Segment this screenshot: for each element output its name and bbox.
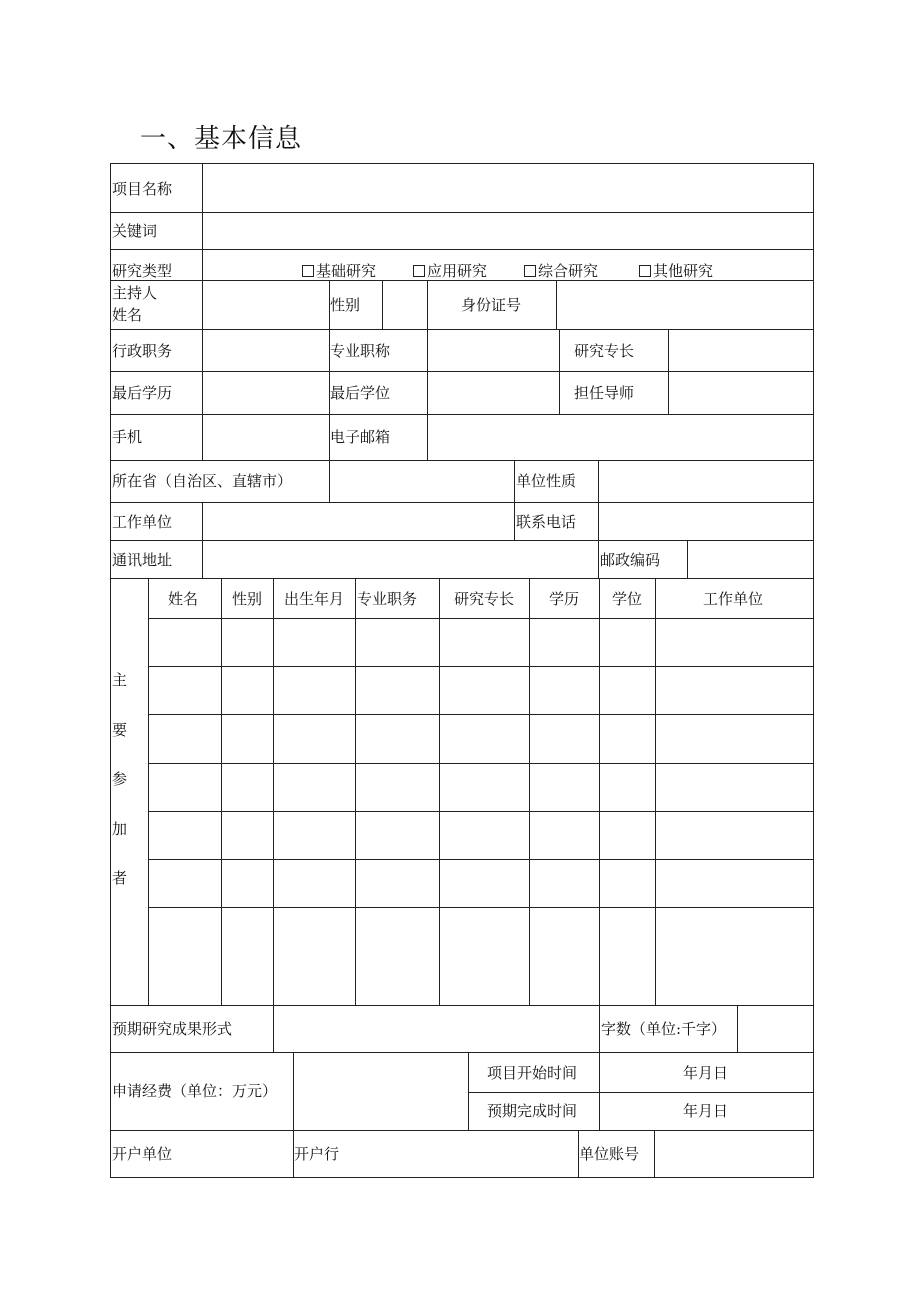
participants-header-unit: 工作单位 [703, 590, 764, 608]
start-date-value: 年月日 [683, 1064, 729, 1082]
participants-header-education: 学历 [549, 590, 580, 608]
basic-info-form [110, 163, 814, 1178]
highest-degree-label: 最后学位 [330, 384, 391, 402]
project-name-label: 项目名称 [112, 180, 173, 198]
requested-funds-label: 申请经费（单位：万元） [112, 1082, 278, 1100]
admin-post-label: 行政职务 [112, 342, 173, 360]
email-label: 电子邮箱 [330, 428, 391, 446]
participants-label-char: 主 [112, 671, 128, 689]
highest-education-label: 最后学历 [112, 384, 173, 402]
gender-label: 性别 [330, 296, 361, 314]
research-type-label: 研究类型 [112, 262, 173, 280]
professional-title-label: 专业职称 [330, 342, 391, 360]
account-number-label: 单位账号 [579, 1145, 640, 1163]
province-label: 所在省（自治区、直辖市） [112, 472, 293, 490]
option-applied-research[interactable]: 应用研究 [413, 261, 487, 281]
option-comprehensive-research[interactable]: 综合研究 [524, 261, 598, 281]
postal-code-label: 邮政编码 [600, 551, 661, 569]
research-specialty-label: 研究专长 [574, 342, 635, 360]
option-basic-research[interactable]: 基础研究 [302, 261, 376, 281]
contact-phone-label: 联系电话 [516, 513, 577, 531]
unit-nature-label: 单位性质 [516, 472, 577, 490]
account-unit-label: 开户单位 [112, 1145, 173, 1163]
participants-label-char: 加 [112, 820, 128, 838]
end-date-value: 年月日 [683, 1102, 729, 1120]
participants-header-specialty: 研究专长 [454, 590, 515, 608]
participants-header-name: 姓名 [168, 590, 199, 608]
mailing-address-label: 通讯地址 [112, 551, 173, 569]
host-label-line1: 主持人 [112, 284, 158, 302]
participants-label-char: 参 [112, 770, 128, 788]
bank-label: 开户行 [294, 1145, 340, 1163]
mobile-label: 手机 [112, 428, 143, 446]
id-number-label: 身份证号 [461, 296, 522, 314]
participants-label-char: 者 [112, 869, 128, 887]
host-label-line2: 姓名 [112, 306, 143, 324]
end-time-label: 预期完成时间 [487, 1102, 578, 1120]
word-count-label: 字数（单位:千字） [601, 1020, 727, 1038]
section-title: 一、基本信息 [140, 124, 303, 154]
participants-header-post: 专业职务 [357, 590, 418, 608]
expected-result-form-label: 预期研究成果形式 [112, 1020, 233, 1038]
option-other-research[interactable]: 其他研究 [639, 261, 713, 281]
start-time-label: 项目开始时间 [487, 1064, 578, 1082]
keywords-label: 关键词 [112, 222, 158, 240]
participants-header-gender: 性别 [232, 590, 263, 608]
participants-header-birth: 出生年月 [284, 590, 345, 608]
participants-label-char: 要 [112, 721, 128, 739]
work-unit-label: 工作单位 [112, 513, 173, 531]
participants-header-degree: 学位 [612, 590, 643, 608]
checkbox-icon[interactable] [302, 265, 314, 277]
checkbox-icon[interactable] [413, 265, 425, 277]
supervisor-label: 担任导师 [574, 384, 635, 402]
checkbox-icon[interactable] [639, 265, 651, 277]
checkbox-icon[interactable] [524, 265, 536, 277]
